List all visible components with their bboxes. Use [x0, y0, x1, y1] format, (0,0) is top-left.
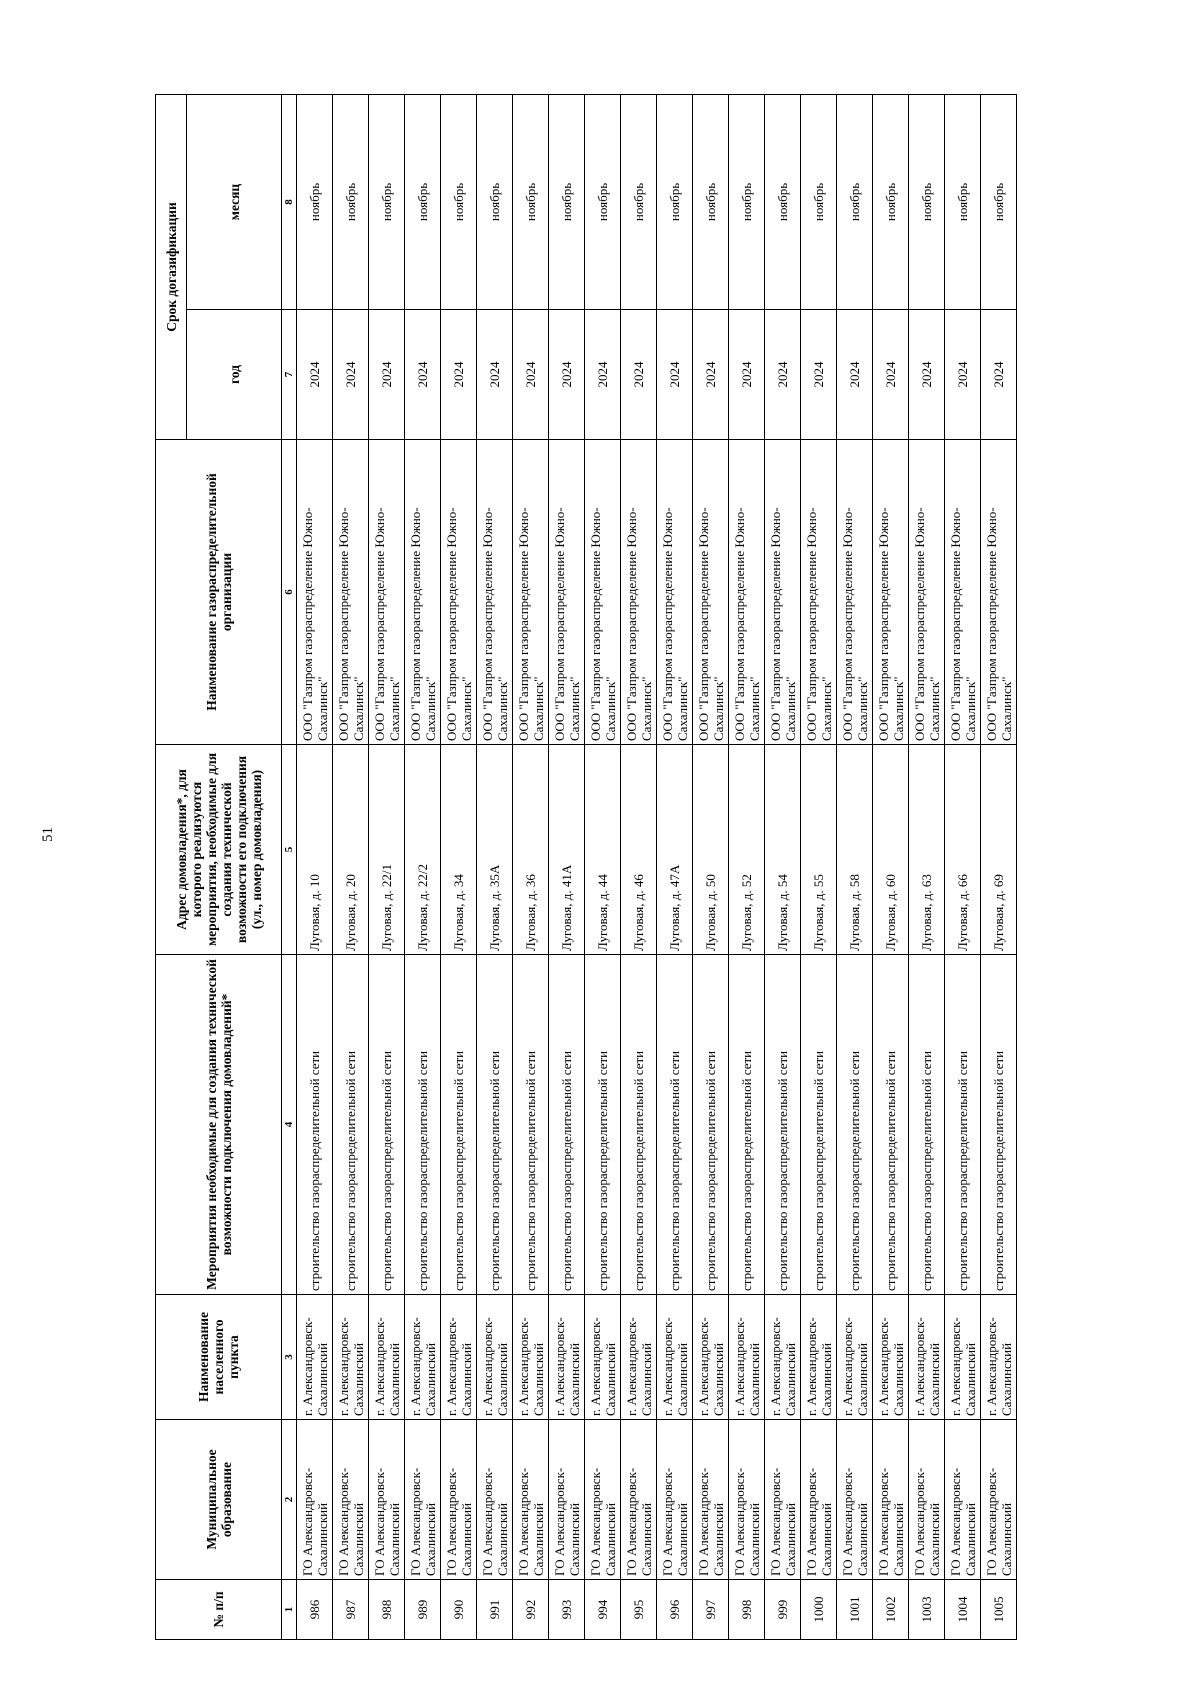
month-cell: ноябрь	[585, 94, 621, 309]
column-number: 6	[282, 440, 297, 745]
table-body	[282, 94, 1017, 1639]
column-number: 1	[282, 1580, 297, 1640]
address-cell: Луговая, д. 60	[873, 745, 909, 955]
organization-cell: ООО "Газпром газораспределение Южно-Сахалинск"	[297, 440, 333, 745]
organization-cell: ООО "Газпром газораспределение Южно-Сахалинск"	[945, 440, 981, 745]
header-year: год	[187, 310, 282, 440]
organization-cell: ООО "Газпром газораспределение Южно-Сахалинск"	[621, 440, 657, 745]
address-cell: Луговая, д. 52	[729, 745, 765, 955]
settlement-cell: г. Александровск-Сахалинский	[909, 1295, 945, 1420]
municipality-cell: ГО Александровск-Сахалинский	[621, 1420, 657, 1580]
month-cell: ноябрь	[513, 94, 549, 309]
month-cell: ноябрь	[657, 94, 693, 309]
organization-cell: ООО "Газпром газораспределение Южно-Сахалинск"	[657, 440, 693, 745]
measure-cell: строительство газораспределительной сети	[801, 955, 837, 1295]
municipality-cell: ГО Александровск-Сахалинский	[765, 1420, 801, 1580]
year-cell: 2024	[729, 310, 765, 440]
measure-cell: строительство газораспределительной сети	[729, 955, 765, 1295]
settlement-cell: г. Александровск-Сахалинский	[513, 1295, 549, 1420]
year-cell: 2024	[441, 310, 477, 440]
row-number: 1005	[981, 1580, 1017, 1640]
year-cell: 2024	[693, 310, 729, 440]
row-number: 1004	[945, 1580, 981, 1640]
table-row	[549, 94, 585, 1639]
organization-cell: ООО "Газпром газораспределение Южно-Сахалинск"	[729, 440, 765, 745]
row-number: 989	[405, 1580, 441, 1640]
month-cell: ноябрь	[693, 94, 729, 309]
month-cell: ноябрь	[441, 94, 477, 309]
header-organization: Наименование газораспределительной организации	[156, 440, 282, 745]
address-cell: Луговая, д. 41А	[549, 745, 585, 955]
month-cell: ноябрь	[621, 94, 657, 309]
row-number: 994	[585, 1580, 621, 1640]
column-number: 5	[282, 745, 297, 955]
municipality-cell: ГО Александровск-Сахалинский	[297, 1420, 333, 1580]
organization-cell: ООО "Газпром газораспределение Южно-Сахалинск"	[765, 440, 801, 745]
row-number: 986	[297, 1580, 333, 1640]
year-cell: 2024	[909, 310, 945, 440]
address-cell: Луговая, д. 54	[765, 745, 801, 955]
year-cell: 2024	[549, 310, 585, 440]
month-cell: ноябрь	[369, 94, 405, 309]
table-row	[621, 94, 657, 1639]
organization-cell: ООО "Газпром газораспределение Южно-Сахалинск"	[369, 440, 405, 745]
gasification-table	[155, 94, 1017, 1640]
table-row	[441, 94, 477, 1639]
row-number: 995	[621, 1580, 657, 1640]
table-row	[945, 94, 981, 1639]
column-number: 4	[282, 955, 297, 1295]
organization-cell: ООО "Газпром газораспределение Южно-Сахалинск"	[549, 440, 585, 745]
municipality-cell: ГО Александровск-Сахалинский	[369, 1420, 405, 1580]
table-row	[369, 94, 405, 1639]
municipality-cell: ГО Александровск-Сахалинский	[981, 1420, 1017, 1580]
table-row	[765, 94, 801, 1639]
column-number-row	[282, 94, 297, 1639]
organization-cell: ООО "Газпром газораспределение Южно-Сахалинск"	[333, 440, 369, 745]
organization-cell: ООО "Газпром газораспределение Южно-Сахалинск"	[585, 440, 621, 745]
year-cell: 2024	[513, 310, 549, 440]
row-number: 993	[549, 1580, 585, 1640]
municipality-cell: ГО Александровск-Сахалинский	[873, 1420, 909, 1580]
settlement-cell: г. Александровск-Сахалинский	[441, 1295, 477, 1420]
year-cell: 2024	[477, 310, 513, 440]
address-cell: Луговая, д. 50	[693, 745, 729, 955]
settlement-cell: г. Александровск-Сахалинский	[405, 1295, 441, 1420]
settlement-cell: г. Александровск-Сахалинский	[873, 1295, 909, 1420]
address-cell: Луговая, д. 34	[441, 745, 477, 955]
month-cell: ноябрь	[981, 94, 1017, 309]
row-number: 991	[477, 1580, 513, 1640]
month-cell: ноябрь	[549, 94, 585, 309]
settlement-cell: г. Александровск-Сахалинский	[621, 1295, 657, 1420]
settlement-cell: г. Александровск-Сахалинский	[549, 1295, 585, 1420]
row-number: 1000	[801, 1580, 837, 1640]
row-number: 988	[369, 1580, 405, 1640]
address-cell: Луговая, д. 20	[333, 745, 369, 955]
month-cell: ноябрь	[837, 94, 873, 309]
measure-cell: строительство газораспределительной сети	[765, 955, 801, 1295]
municipality-cell: ГО Александровск-Сахалинский	[513, 1420, 549, 1580]
municipality-cell: ГО Александровск-Сахалинский	[837, 1420, 873, 1580]
address-cell: Луговая, д. 58	[837, 745, 873, 955]
column-number: 2	[282, 1420, 297, 1580]
municipality-cell: ГО Александровск-Сахалинский	[441, 1420, 477, 1580]
month-cell: ноябрь	[801, 94, 837, 309]
organization-cell: ООО "Газпром газораспределение Южно-Сахалинск"	[873, 440, 909, 745]
address-cell: Луговая, д. 47А	[657, 745, 693, 955]
address-cell: Луговая, д. 55	[801, 745, 837, 955]
measure-cell: строительство газораспределительной сети	[441, 955, 477, 1295]
month-cell: ноябрь	[873, 94, 909, 309]
year-cell: 2024	[405, 310, 441, 440]
month-cell: ноябрь	[729, 94, 765, 309]
row-number: 1002	[873, 1580, 909, 1640]
municipality-cell: ГО Александровск-Сахалинский	[909, 1420, 945, 1580]
organization-cell: ООО "Газпром газораспределение Южно-Сахалинск"	[801, 440, 837, 745]
table-row	[729, 94, 765, 1639]
table-row	[585, 94, 621, 1639]
settlement-cell: г. Александровск-Сахалинский	[477, 1295, 513, 1420]
month-cell: ноябрь	[909, 94, 945, 309]
table-row	[513, 94, 549, 1639]
table-row	[909, 94, 945, 1639]
measure-cell: строительство газораспределительной сети	[693, 955, 729, 1295]
settlement-cell: г. Александровск-Сахалинский	[837, 1295, 873, 1420]
address-cell: Луговая, д. 10	[297, 745, 333, 955]
row-number: 990	[441, 1580, 477, 1640]
table-row	[405, 94, 441, 1639]
table-row	[333, 94, 369, 1639]
address-cell: Луговая, д. 22/1	[369, 745, 405, 955]
municipality-cell: ГО Александровск-Сахалинский	[729, 1420, 765, 1580]
page-number: 51	[40, 827, 56, 842]
measure-cell: строительство газораспределительной сети	[837, 955, 873, 1295]
header-measures: Мероприятия необходимые для создания технической возможности подключения домовладений*	[156, 955, 282, 1295]
year-cell: 2024	[981, 310, 1017, 440]
column-number: 3	[282, 1295, 297, 1420]
municipality-cell: ГО Александровск-Сахалинский	[333, 1420, 369, 1580]
settlement-cell: г. Александровск-Сахалинский	[297, 1295, 333, 1420]
year-cell: 2024	[369, 310, 405, 440]
row-number: 987	[333, 1580, 369, 1640]
settlement-cell: г. Александровск-Сахалинский	[981, 1295, 1017, 1420]
municipality-cell: ГО Александровск-Сахалинский	[405, 1420, 441, 1580]
header-deadline: Срок догазификации	[156, 94, 187, 439]
month-cell: ноябрь	[765, 94, 801, 309]
organization-cell: ООО "Газпром газораспределение Южно-Сахалинск"	[981, 440, 1017, 745]
rotated-table-container	[155, 95, 1090, 1640]
month-cell: ноябрь	[477, 94, 513, 309]
row-number: 998	[729, 1580, 765, 1640]
address-cell: Луговая, д. 44	[585, 745, 621, 955]
measure-cell: строительство газораспределительной сети	[621, 955, 657, 1295]
address-cell: Луговая, д. 22/2	[405, 745, 441, 955]
table-row	[801, 94, 837, 1639]
settlement-cell: г. Александровск-Сахалинский	[585, 1295, 621, 1420]
municipality-cell: ГО Александровск-Сахалинский	[801, 1420, 837, 1580]
municipality-cell: ГО Александровск-Сахалинский	[585, 1420, 621, 1580]
header-municipality: Муниципальное образование	[156, 1420, 282, 1580]
year-cell: 2024	[657, 310, 693, 440]
measure-cell: строительство газораспределительной сети	[945, 955, 981, 1295]
header-number: № п/п	[156, 1580, 282, 1640]
row-number: 999	[765, 1580, 801, 1640]
year-cell: 2024	[333, 310, 369, 440]
row-number: 1001	[837, 1580, 873, 1640]
address-cell: Луговая, д. 35А	[477, 745, 513, 955]
municipality-cell: ГО Александровск-Сахалинский	[549, 1420, 585, 1580]
municipality-cell: ГО Александровск-Сахалинский	[693, 1420, 729, 1580]
measure-cell: строительство газораспределительной сети	[477, 955, 513, 1295]
year-cell: 2024	[801, 310, 837, 440]
municipality-cell: ГО Александровск-Сахалинский	[477, 1420, 513, 1580]
table-row	[693, 94, 729, 1639]
measure-cell: строительство газораспределительной сети	[333, 955, 369, 1295]
table-row	[837, 94, 873, 1639]
measure-cell: строительство газораспределительной сети	[873, 955, 909, 1295]
column-number: 7	[282, 310, 297, 440]
column-number: 8	[282, 94, 297, 309]
address-cell: Луговая, д. 36	[513, 745, 549, 955]
table-row	[657, 94, 693, 1639]
year-cell: 2024	[765, 310, 801, 440]
organization-cell: ООО "Газпром газораспределение Южно-Сахалинск"	[513, 440, 549, 745]
settlement-cell: г. Александровск-Сахалинский	[693, 1295, 729, 1420]
month-cell: ноябрь	[945, 94, 981, 309]
address-cell: Луговая, д. 66	[945, 745, 981, 955]
header-settlement: Наименование населенного пункта	[156, 1295, 282, 1420]
header-month: месяц	[187, 94, 282, 309]
settlement-cell: г. Александровск-Сахалинский	[945, 1295, 981, 1420]
month-cell: ноябрь	[297, 94, 333, 309]
row-number: 992	[513, 1580, 549, 1640]
row-number: 1003	[909, 1580, 945, 1640]
row-number: 997	[693, 1580, 729, 1640]
year-cell: 2024	[837, 310, 873, 440]
row-number: 996	[657, 1580, 693, 1640]
year-cell: 2024	[873, 310, 909, 440]
measure-cell: строительство газораспределительной сети	[297, 955, 333, 1295]
header-address: Адрес домовладения*, для которого реализуются мероприятия, необходимые для создания технической возможности его подключения (ул., номер домовладения)	[156, 745, 282, 955]
year-cell: 2024	[585, 310, 621, 440]
address-cell: Луговая, д. 46	[621, 745, 657, 955]
table-row	[981, 94, 1017, 1639]
organization-cell: ООО "Газпром газораспределение Южно-Сахалинск"	[909, 440, 945, 745]
table-row	[873, 94, 909, 1639]
measure-cell: строительство газораспределительной сети	[657, 955, 693, 1295]
measure-cell: строительство газораспределительной сети	[549, 955, 585, 1295]
table-row	[477, 94, 513, 1639]
address-cell: Луговая, д. 69	[981, 745, 1017, 955]
settlement-cell: г. Александровск-Сахалинский	[765, 1295, 801, 1420]
organization-cell: ООО "Газпром газораспределение Южно-Сахалинск"	[477, 440, 513, 745]
measure-cell: строительство газораспределительной сети	[369, 955, 405, 1295]
measure-cell: строительство газораспределительной сети	[513, 955, 549, 1295]
measure-cell: строительство газораспределительной сети	[585, 955, 621, 1295]
settlement-cell: г. Александровск-Сахалинский	[369, 1295, 405, 1420]
year-cell: 2024	[621, 310, 657, 440]
settlement-cell: г. Александровск-Сахалинский	[729, 1295, 765, 1420]
address-cell: Луговая, д. 63	[909, 745, 945, 955]
month-cell: ноябрь	[333, 94, 369, 309]
organization-cell: ООО "Газпром газораспределение Южно-Сахалинск"	[837, 440, 873, 745]
year-cell: 2024	[945, 310, 981, 440]
settlement-cell: г. Александровск-Сахалинский	[657, 1295, 693, 1420]
organization-cell: ООО "Газпром газораспределение Южно-Сахалинск"	[405, 440, 441, 745]
month-cell: ноябрь	[405, 94, 441, 309]
organization-cell: ООО "Газпром газораспределение Южно-Сахалинск"	[441, 440, 477, 745]
municipality-cell: ГО Александровск-Сахалинский	[657, 1420, 693, 1580]
measure-cell: строительство газораспределительной сети	[909, 955, 945, 1295]
measure-cell: строительство газораспределительной сети	[981, 955, 1017, 1295]
table-row	[297, 94, 333, 1639]
organization-cell: ООО "Газпром газораспределение Южно-Сахалинск"	[693, 440, 729, 745]
measure-cell: строительство газораспределительной сети	[405, 955, 441, 1295]
settlement-cell: г. Александровск-Сахалинский	[333, 1295, 369, 1420]
year-cell: 2024	[297, 310, 333, 440]
settlement-cell: г. Александровск-Сахалинский	[801, 1295, 837, 1420]
municipality-cell: ГО Александровск-Сахалинский	[945, 1420, 981, 1580]
